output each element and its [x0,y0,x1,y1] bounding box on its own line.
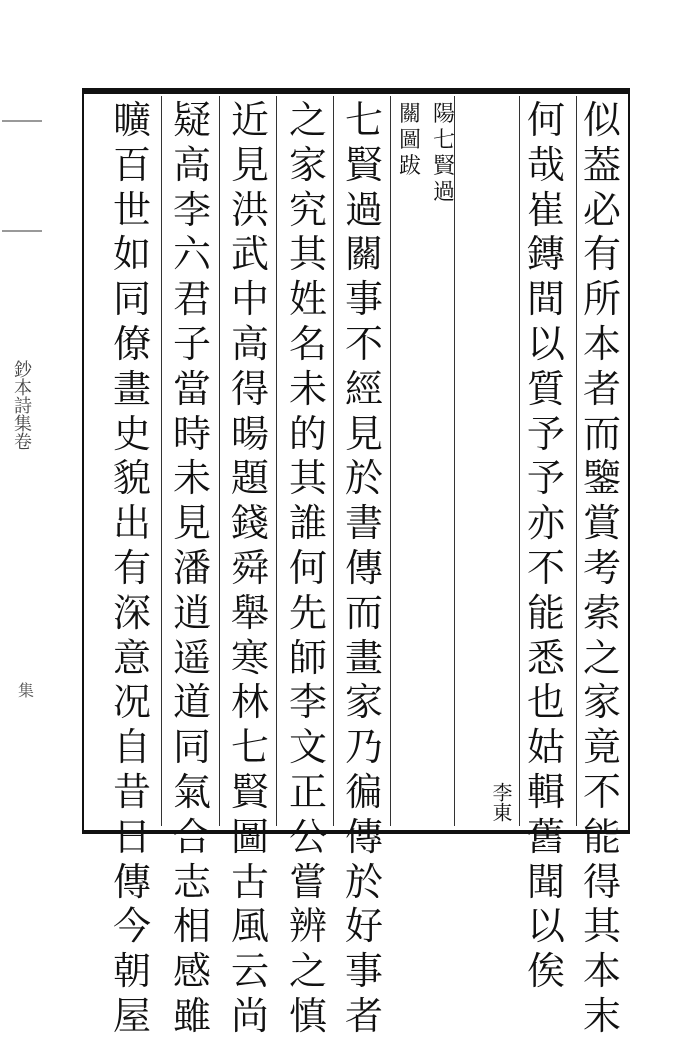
text-column-4: 七 賢 過 關 事 不 經 見 於 書 傳 而 畫 家 乃 徧 傳 於 好 事 者 [344,98,383,1038]
title-line-1: 陽七賢過 [432,102,455,205]
text-column-1: 似 葢 必 有 所 本 者 而 鑒 賞 考 索 之 家 竟 不 能 得 其 本 末 [582,98,621,1038]
margin-label: 鈔本詩集卷 [11,360,32,450]
author-note [478,782,524,827]
margin-line [2,120,42,122]
margin-line [2,230,42,232]
text-column-7: 疑 高 李 六 君 子 當 時 未 見 潘 逍 遥 道 同 氣 合 志 相 感 雖 [172,98,211,1038]
text-column-2: 何 哉 崔 鏄 間 以 質 予 予 亦 不 能 悉 也 姑 輯 舊 聞 以 俟 [526,98,565,994]
title-line-2: 關圖跋 [398,102,421,179]
text-column-5: 之 家 究 其 姓 名 未 的 其 誰 何 先 師 李 文 正 公 嘗 辨 之 慎 [288,98,327,1038]
text-column-8: 曠 百 世 如 同 僚 畫 史 貌 出 有 深 意 况 自 昔 日 傳 今 朝 屋 [112,98,151,1038]
margin-mark-bottom: 集 [18,681,35,700]
author-note-text: 李東 [489,782,513,822]
top-border [82,88,630,94]
text-column-6: 近 見 洪 武 中 高 得 暘 題 錢 舜 舉 寒 林 七 賢 圖 古 風 云 尚 [230,98,269,1038]
left-border [82,88,84,834]
